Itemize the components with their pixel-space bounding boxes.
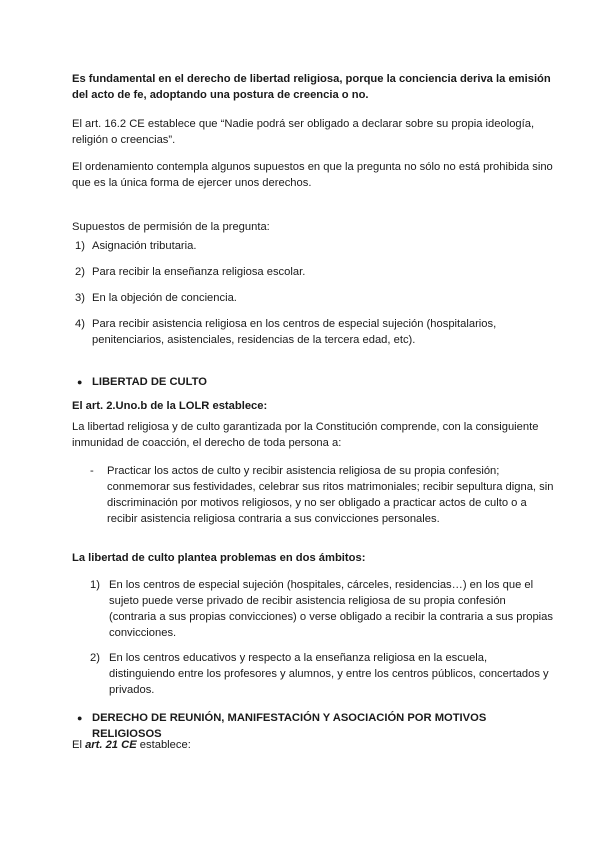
dash-marker: -: [90, 465, 94, 477]
intro-bold-paragraph: Es fundamental en el derecho de libertad religiosa, porque la conciencia deriva la emisión del acto de fe, adoptando una postura de creencia o no.: [72, 73, 551, 101]
section-title: DERECHO DE REUNIÓN, MANIFESTACIÓN Y ASOCIACIÓN POR MOTIVOS RELIGIOSOS: [92, 712, 487, 740]
art21-reference: art. 21 CE: [85, 739, 137, 751]
list-number: 1): [90, 579, 100, 591]
list-text: Asignación tributaria.: [92, 240, 197, 252]
list-number: 1): [75, 240, 85, 252]
list-text: En la objeción de conciencia.: [92, 292, 237, 304]
ordenamiento-paragraph: El ordenamiento contempla algunos supuestos en que la pregunta no sólo no está prohibida sino que es la única forma de ejercer unos derechos.: [72, 161, 553, 189]
supuestos-heading: Supuestos de permisión de la pregunta:: [72, 221, 270, 233]
lolr-paragraph: La libertad religiosa y de culto garantizada por la Constitución comprende, con la consiguiente inmunidad de coacción, el derecho de toda persona a:: [72, 421, 539, 449]
art21-post: establece:: [139, 739, 191, 751]
art16-paragraph: El art. 16.2 CE establece que “Nadie podrá ser obligado a declarar sobre su propia ideología, religión o creencias”.: [72, 118, 535, 146]
bullet-icon: ●: [77, 377, 83, 387]
list-number: 2): [90, 652, 100, 664]
problemas-heading: La libertad de culto plantea problemas en dos ámbitos:: [72, 552, 366, 564]
list-number: 2): [75, 266, 85, 278]
list-text: Para recibir la enseñanza religiosa escolar.: [92, 266, 306, 278]
lolr-heading: El art. 2.Uno.b de la LOLR establece:: [72, 400, 268, 412]
section-title: LIBERTAD DE CULTO: [92, 376, 207, 388]
list-text: En los centros de especial sujeción (hospitales, cárceles, residencias…) en los que el sujeto puede verse privado de recibir asistencia religiosa de su propia confesión (contraria a sus propias convicciones) o verse obligado a recibir la contraria a sus propias convicciones.: [109, 579, 553, 639]
art21-pre: El: [72, 739, 82, 751]
art21-paragraph: [72, 737, 556, 753]
list-text: Para recibir asistencia religiosa en los centros de especial sujeción (hospitalarios, penitenciarios, asistenciales, residencias de la tercera edad, etc).: [92, 318, 497, 346]
list-number: 3): [75, 292, 85, 304]
list-text: En los centros educativos y respecto a la enseñanza religiosa en la escuela, distinguiendo entre los profesores y alumnos, y entre los centros públicos, concertados y privados.: [109, 652, 549, 696]
list-number: 4): [75, 318, 85, 330]
bullet-icon: ●: [77, 713, 83, 723]
list-text: Practicar los actos de culto y recibir asistencia religiosa de su propia confesión; conmemorar sus festividades, celebrar sus ritos matrimoniales; recibir sepultura digna, sin discriminación por motivos religiosos, y no ser obligado a practicar actos de culto o a recibir asistencia religiosa contraria a sus convicciones personales.: [107, 465, 554, 525]
